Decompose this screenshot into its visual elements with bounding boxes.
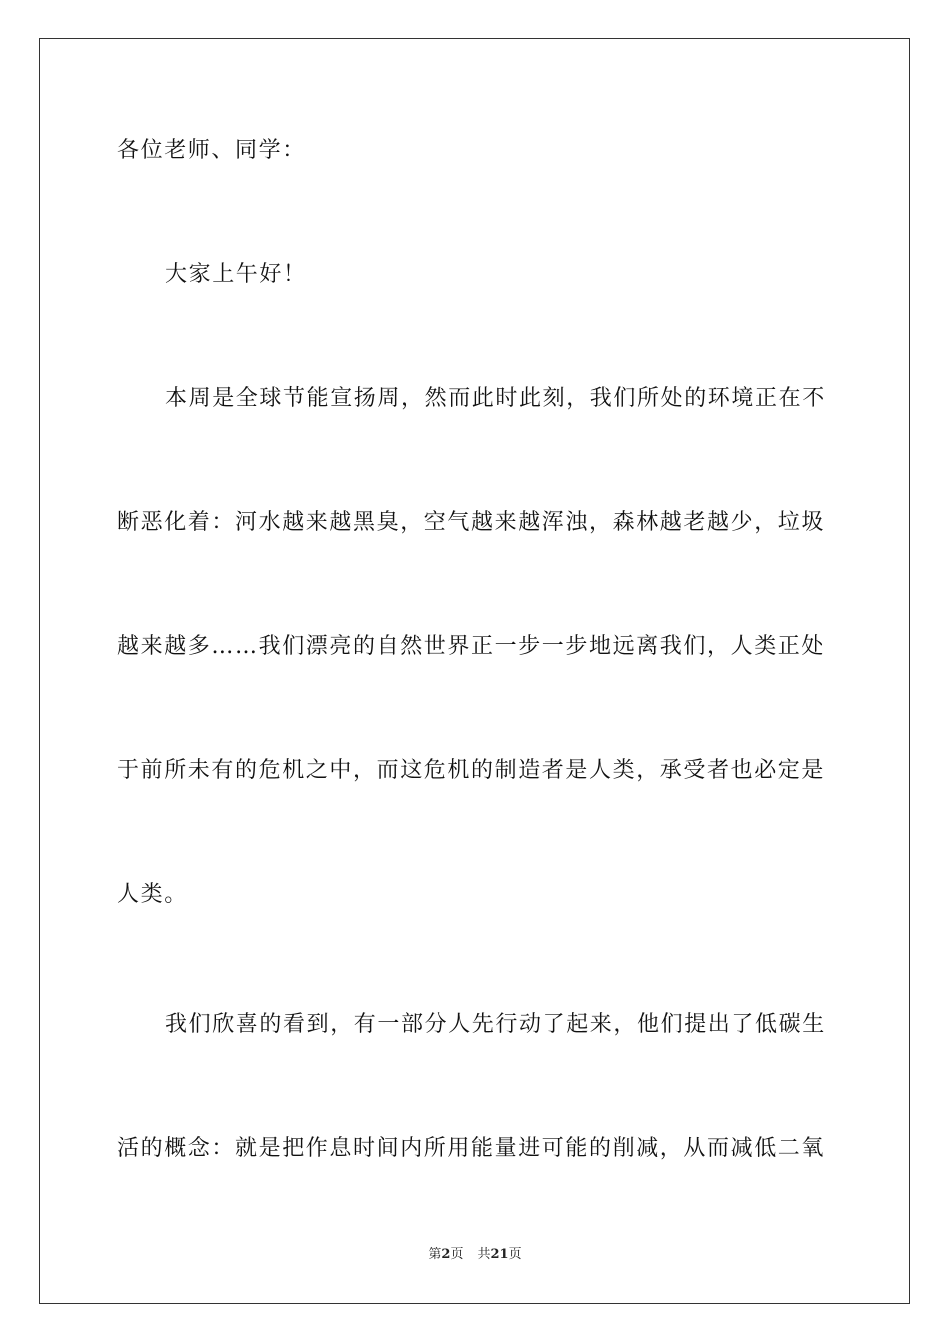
paragraph-line: 我们欣喜的看到，有一部分人先行动了起来，他们提出了低碳生 [165, 1012, 826, 1037]
paragraph-line: 活的概念：就是把作息时间内所用能量进可能的削减，从而减低二氧 [117, 1136, 826, 1161]
paragraph-line: 于前所未有的危机之中，而这危机的制造者是人类，承受者也必定是 [117, 758, 826, 783]
total-suffix: 页 [508, 1247, 522, 1262]
page-footer [0, 1246, 950, 1264]
paragraph-line: 越来越多……我们漂亮的自然世界正一步一步地远离我们，人类正处 [117, 634, 826, 659]
greeting-line: 大家上午好！ [165, 262, 307, 287]
page-prefix: 第 [428, 1247, 442, 1262]
page-suffix: 页 [450, 1247, 464, 1262]
total-prefix: 共 [477, 1247, 491, 1262]
page-number: 2 [441, 1247, 451, 1262]
paragraph-line: 断恶化着：河水越来越黑臭，空气越来越浑浊，森林越老越少，垃圾 [117, 510, 826, 535]
total-pages: 21 [490, 1247, 509, 1262]
paragraph-line: 人类。 [117, 882, 188, 907]
paragraph-line: 本周是全球节能宣扬周，然而此时此刻，我们所处的环境正在不 [165, 386, 826, 411]
page-frame [39, 38, 910, 1304]
salutation-line: 各位老师、同学： [117, 138, 306, 163]
